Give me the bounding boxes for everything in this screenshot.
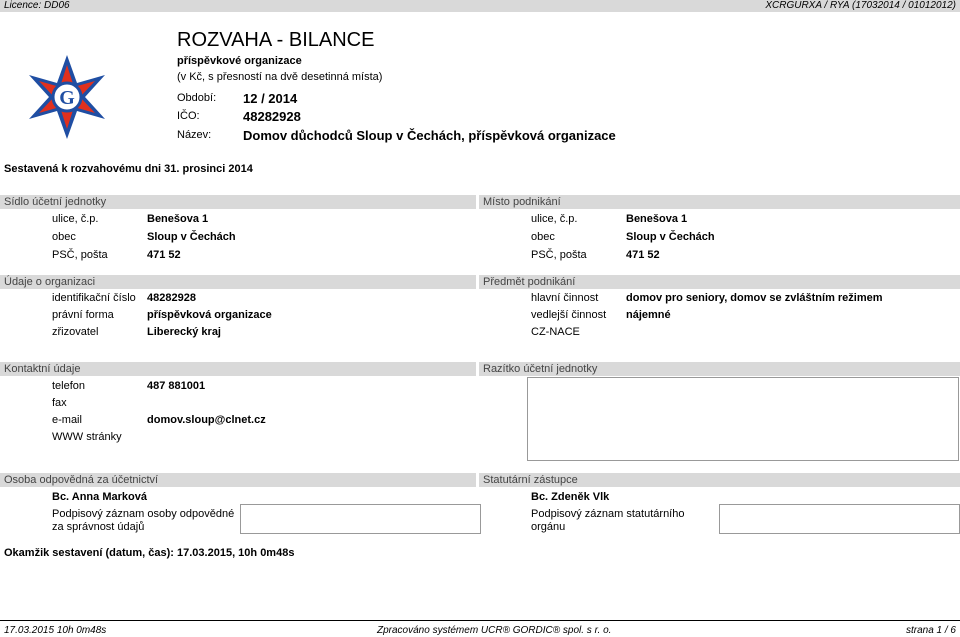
statutory-heading: Statutární zástupce: [479, 473, 960, 487]
report-subtitle: příspěvkové organizace: [177, 55, 302, 67]
org-founder-value: Liberecký kraj: [147, 326, 221, 338]
business-place-heading: Místo podnikání: [479, 195, 960, 209]
compiled-timestamp: Okamžik sestavení (datum, čas): 17.03.2015, 10h 0m48s: [4, 547, 295, 559]
statutory-name: Bc. Zdeněk Vlk: [531, 491, 610, 503]
report-precision-note: (v Kč, s přesností na dvě desetinná místa): [177, 71, 383, 83]
seat-zip-value: 471 52: [147, 249, 181, 261]
accountant-heading: Osoba odpovědná za účetnictví: [0, 473, 476, 487]
seat-street-value: Benešova 1: [147, 213, 209, 225]
organization-name: Domov důchodců Sloup v Čechách, příspěvková organizace: [243, 128, 616, 143]
statutory-signature-box: [719, 504, 960, 534]
svg-text:G: G: [59, 87, 75, 109]
footer-divider: [0, 620, 960, 621]
seat-street-label: ulice, č.p.: [52, 213, 99, 225]
footer-timestamp: 17.03.2015 10h 0m48s: [4, 625, 107, 636]
period-value: 12 / 2014: [243, 91, 298, 106]
license-text: Licence: DD06: [4, 0, 70, 11]
stamp-box: [527, 377, 959, 461]
business-street-label: ulice, č.p.: [531, 213, 578, 225]
statutory-signature-label-1: Podpisový záznam statutárního: [531, 508, 685, 520]
footer-system: Zpracováno systémem UCR® GORDIC® spol. s r. o.: [377, 625, 612, 636]
ico-label: IČO:: [177, 110, 200, 122]
accountant-signature-label-1: Podpisový záznam osoby odpovědné: [52, 508, 235, 520]
activity-nace-label: CZ-NACE: [531, 326, 580, 338]
seat-city-label: obec: [52, 231, 76, 243]
contact-heading: Kontaktní údaje: [0, 362, 476, 376]
seat-heading: Sídlo účetní jednotky: [0, 195, 476, 209]
name-label: Název:: [177, 129, 212, 141]
top-bar: [0, 0, 960, 12]
org-form-value: příspěvková organizace: [147, 309, 272, 321]
business-city-label: obec: [531, 231, 555, 243]
org-id-label: identifikační číslo: [52, 292, 136, 304]
footer-page-number: strana 1 / 6: [905, 625, 956, 636]
org-heading: Údaje o organizaci: [0, 275, 476, 289]
seat-city-value: Sloup v Čechách: [147, 231, 236, 243]
balance-date: Sestavená k rozvahovému dni 31. prosinci 2014: [4, 163, 253, 175]
contact-www-label: WWW stránky: [52, 431, 122, 443]
contact-email-label: e-mail: [52, 414, 82, 426]
contact-fax-label: fax: [52, 397, 67, 409]
accountant-name: Bc. Anna Marková: [52, 491, 147, 503]
period-label: Období:: [177, 92, 217, 104]
accountant-signature-label-2: za správnost údajů: [52, 521, 145, 533]
contact-phone-value: 487 881001: [147, 380, 206, 392]
accountant-signature-box: [240, 504, 481, 534]
ico-value: 48282928: [243, 109, 301, 124]
statutory-signature-label-2: orgánu: [531, 521, 566, 533]
activity-main-label: hlavní činnost: [531, 292, 599, 304]
activity-side-label: vedlejší činnost: [531, 309, 607, 321]
activity-side-value: nájemné: [626, 309, 671, 321]
org-id-value: 48282928: [147, 292, 196, 304]
org-form-label: právní forma: [52, 309, 114, 321]
seat-zip-label: PSČ, pošta: [52, 249, 108, 261]
stamp-heading: Razítko účetní jednotky: [479, 362, 960, 376]
activity-heading: Předmět podnikání: [479, 275, 960, 289]
report-title: ROZVAHA - BILANCE: [177, 29, 375, 51]
contact-email-value: domov.sloup@clnet.cz: [147, 414, 266, 426]
report-code: XCRGURXA / RYA (17032014 / 01012012): [765, 0, 956, 11]
contact-phone-label: telefon: [52, 380, 86, 392]
gordic-logo-icon: [22, 52, 112, 142]
business-zip-value: 471 52: [626, 249, 660, 261]
business-street-value: Benešova 1: [626, 213, 688, 225]
org-founder-label: zřizovatel: [52, 326, 99, 338]
business-city-value: Sloup v Čechách: [626, 231, 715, 243]
business-zip-label: PSČ, pošta: [531, 249, 587, 261]
activity-main-value: domov pro seniory, domov se zvláštním režimem: [626, 292, 883, 304]
